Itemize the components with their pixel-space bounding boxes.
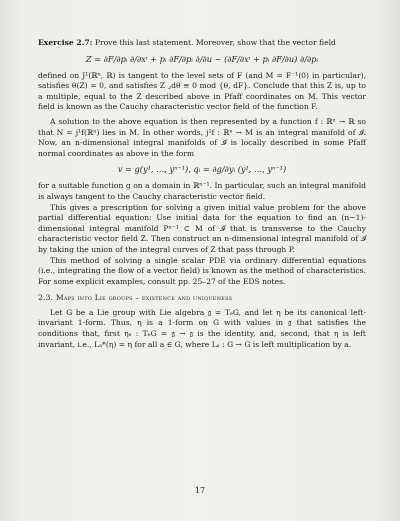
exercise-paragraph bbox=[38, 38, 366, 49]
exercise-intro: Prove this last statement. Moreover, show that the vector field bbox=[94, 38, 336, 47]
paragraph-prescription: This gives a prescription for solving a given initial value problem for the above partial differential equation: Use initial data for the equation to find an (n−1)-dimensional integral manifold Pⁿ⁻¹ ⊂ M of 𝓘 that is transverse to the Cauchy characteristic vector field Z. Then construct an n-dimensional integral manifold of 𝓘 by taking the union of the integral curves of Z that pass through P. bbox=[38, 202, 366, 254]
z-field-equation: Z = ∂F/∂pᵢ ∂/∂xⁱ + pᵢ ∂F/∂pᵢ ∂/∂u − (∂F/∂xⁱ + pᵢ ∂F/∂u) ∂/∂pᵢ bbox=[85, 53, 319, 64]
paragraph-lie-group: Let G be a Lie group with Lie algebra 𝔤 = TₑG, and let η be its canonical left-invariant 1-form. Thus, η is a 1-form on G with values in 𝔤 that satisfies the conditions that, first ηₑ : TₑG = 𝔤 → 𝔤 is the identity, and, second, that η is left invariant, i.e., Lₐ*(η) = η for all a ∈ G, where Lₐ : G → G is left multiplication by a. bbox=[38, 307, 366, 349]
paragraph-solution: A solution to the above equation is then represented by a function f : ℝⁿ → ℝ so that N = j¹f(ℝⁿ) lies in M. In other words, j¹f : ℝⁿ → M is an integral manifold of 𝓘. Now, an n-dimensional integral manifolds of 𝓘 is locally described in some Pfaff normal coordinates as above in the form bbox=[38, 116, 366, 158]
page-body bbox=[38, 38, 366, 350]
paragraph-suitable-function: for a suitable function g on a domain in ℝⁿ⁻¹. In particular, such an integral manifold is always tangent to the Cauchy characteristic vector field. bbox=[38, 181, 366, 201]
section-heading: 2.3. Maps into Lie groups – existence and uniqueness bbox=[38, 293, 233, 303]
exercise-title: Exercise 2.7: bbox=[38, 38, 93, 47]
paragraph-method: This method of solving a single scalar PDE via ordinary differential equations (i.e., integrating the flow of a vector field) is known as the method of characteristics. For some explicit examples, consult pp. 25–27 of the EDS notes. bbox=[38, 255, 366, 286]
paragraph-definition: defined on J¹(ℝⁿ, ℝ) is tangent to the level sets of F (and M = F⁻¹(0) in particular), satisfies θ(Z) = 0, and satisfies Z ⌟dθ ≡ 0 mod {θ, dF}. Conclude that this Z is, up to a multiple, equal to the Z described above in Pfaff coordinates on M. This vector field is known as the Cauchy characteristic vector field of the function F. bbox=[38, 70, 366, 112]
page-number: 17 bbox=[194, 486, 206, 495]
v-form-equation: v = g(y¹, …, yⁿ⁻¹), qᵢ = ∂g/∂yᵢ (y¹, …, yⁿ⁻¹) bbox=[117, 164, 287, 175]
